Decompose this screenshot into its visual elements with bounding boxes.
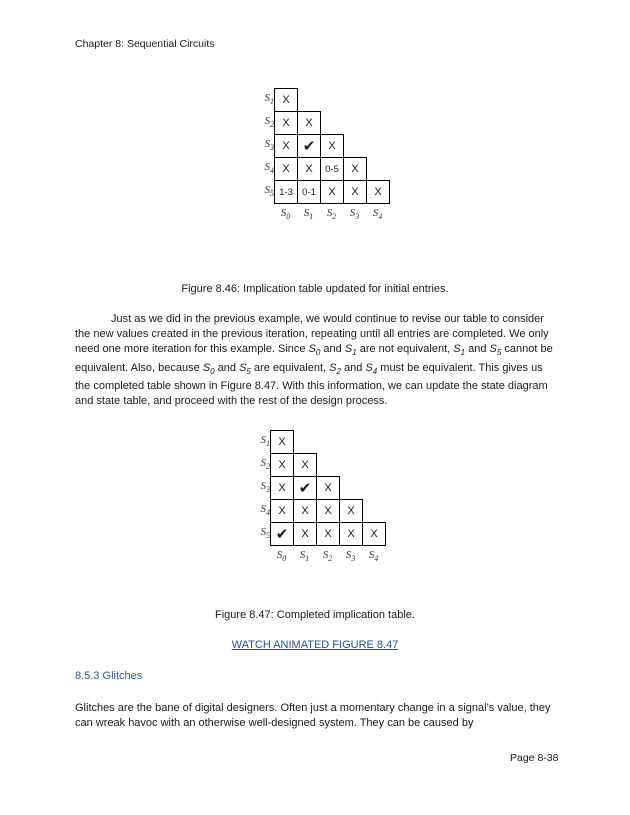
watch-animated-figure-link[interactable]: WATCH ANIMATED FIGURE 8.47 <box>231 639 399 651</box>
table-cell: X <box>297 157 321 181</box>
table-row <box>274 157 366 181</box>
table-cell: X <box>366 180 390 204</box>
table-cell: X <box>274 88 298 112</box>
row-label: $S_1$ <box>264 92 274 107</box>
table-row <box>270 522 385 546</box>
table-cell: ✔ <box>270 522 294 546</box>
chapter-header: Chapter 8: Sequential Circuits <box>75 38 215 50</box>
table-cell: X <box>274 111 298 135</box>
table-cell: X <box>316 522 340 546</box>
body-paragraph-1: Just as we did in the previous example, we would continue to revise our table to consider the new values created in the previous iteration, repeating until all entries are completed. We only need one more iteration for this example. Since $S_0$ and $S_1$ are not equivalent, $S_1$ and $S_5$ cannot be equivalent. Also, because $S_0$ and $S_5$ are equivalent, $S_2$ and $S_4$ must be equivalent. This gives us the completed table shown in Figure 8.47. With this information, we can update the state diagram and state table, and proceed with the rest of the design process. <box>75 313 553 408</box>
table-cell: ✔ <box>297 134 321 158</box>
table-row <box>270 499 362 523</box>
row-label: $S_2$ <box>260 457 270 472</box>
table-cell: X <box>270 476 294 500</box>
table-row <box>270 453 316 477</box>
row-label: $S_1$ <box>260 434 270 449</box>
page-number: Page 8-38 <box>510 752 559 764</box>
table-cell: X <box>274 134 298 158</box>
table-cell: X <box>320 180 344 204</box>
column-label: $S_2$ <box>322 549 333 564</box>
section-heading: 8.5.3 Glitches <box>75 670 143 682</box>
table-cell: 0-1 <box>297 180 321 204</box>
table-cell: X <box>343 180 367 204</box>
table-cell: X <box>270 453 294 477</box>
row-label: $S_2$ <box>264 115 274 130</box>
table-cell: 1-3 <box>274 180 298 204</box>
column-label: $S_4$ <box>368 549 379 564</box>
body-paragraph-2: Glitches are the bane of digital designers. Often just a momentary change in a signal’s value, they can wreak havoc with an otherwise well-designed system. They can be caused by <box>75 702 551 730</box>
table-cell: X <box>339 522 363 546</box>
table-cell: X <box>320 134 344 158</box>
table-row <box>274 88 297 112</box>
column-label: $S_4$ <box>372 207 383 222</box>
table-cell: X <box>293 499 317 523</box>
table-row <box>270 430 293 454</box>
table-cell: X <box>339 499 363 523</box>
column-label: $S_0$ <box>276 549 287 564</box>
row-label: $S_4$ <box>260 503 270 518</box>
column-label: $S_1$ <box>303 207 314 222</box>
row-label: $S_3$ <box>260 480 270 495</box>
figure-8-46-caption: Figure 8.46: Implication table updated for initial entries. <box>181 283 449 295</box>
table-row <box>274 111 320 135</box>
table-cell: 0-5 <box>320 157 344 181</box>
table-row <box>270 476 339 500</box>
table-row <box>274 134 343 158</box>
table-cell: X <box>270 430 294 454</box>
table-cell: ✔ <box>293 476 317 500</box>
table-cell: X <box>297 111 321 135</box>
column-label: $S_0$ <box>280 207 291 222</box>
table-cell: X <box>270 499 294 523</box>
column-label: $S_2$ <box>326 207 337 222</box>
row-label: $S_3$ <box>264 138 274 153</box>
row-label: $S_5$ <box>264 184 274 199</box>
implication-table-figure-8-47 <box>250 430 400 585</box>
figure-8-47-caption: Figure 8.47: Completed implication table. <box>215 609 415 621</box>
watch-animated-figure-link-wrapper <box>0 639 630 651</box>
implication-table-figure-8-46 <box>254 88 404 243</box>
table-row <box>274 180 389 204</box>
table-cell: X <box>362 522 386 546</box>
column-label: $S_1$ <box>299 549 310 564</box>
row-label: $S_4$ <box>264 161 274 176</box>
row-label: $S_5$ <box>260 526 270 541</box>
table-cell: X <box>316 476 340 500</box>
column-label: $S_3$ <box>345 549 356 564</box>
table-cell: X <box>343 157 367 181</box>
table-cell: X <box>293 453 317 477</box>
column-label: $S_3$ <box>349 207 360 222</box>
table-cell: X <box>316 499 340 523</box>
table-cell: X <box>293 522 317 546</box>
table-cell: X <box>274 157 298 181</box>
